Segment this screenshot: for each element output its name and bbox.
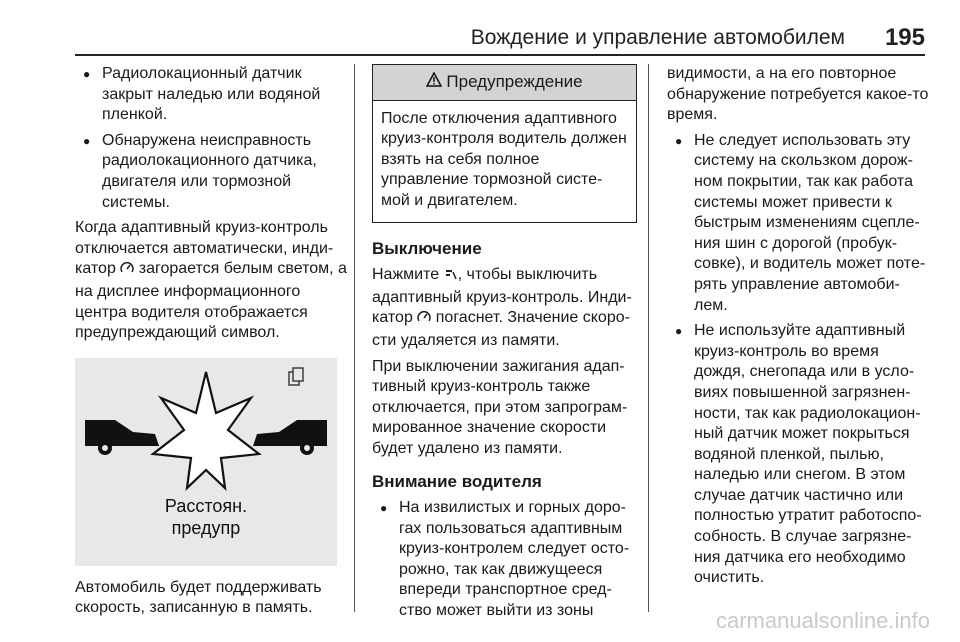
column-right (667, 64, 929, 594)
car-left-icon (85, 420, 159, 455)
paragraph-continued: видимости, а на его повторное обнаружение потребуется какое-то время. (667, 65, 929, 124)
column-divider (648, 64, 649, 612)
section-title-off: Выключение (372, 238, 482, 258)
bullet-malfunction: ● Обнаружена неисправность радиолокационного датчика, двигателя или тормозной системы. (75, 131, 347, 213)
column-middle (372, 64, 637, 627)
warning-triangle-icon (426, 72, 442, 93)
bullet-weather: ● Не используйте адаптивный круиз-контроль во время дождя, снегопада или в усло-виях повышенной загрязнен-ности, так как радиолокацион-ный датчик может покрыться водяной пленкой, пылью, наледью или снегом. В этом случае датчик частично или полностью утратит работоспо-собность. В случае загрязне-ния датчика его необходимо очистить. (667, 321, 929, 589)
section-title-driver-attention: Внимание водителя (372, 471, 542, 491)
page-number: 195 (884, 24, 925, 51)
paragraph-speed-memory: Автомобиль будет поддерживать скорость, записанную в память. (75, 578, 322, 617)
column-divider (354, 64, 355, 612)
starburst-icon (153, 372, 259, 488)
paragraph-auto-off: Когда адаптивный круиз-контроль отключается автоматически, инди-катор загорается белым светом, а на дисплее информационного центра водителя отображается предупреждающий символ. (75, 219, 347, 342)
bullet-slippery-road: ● Не следует использовать эту систему на скользком дорож-ном покрытии, так как работа системы может привести к быстрым изменениям сцепле-ния шин с дорогой (пробук-совке), и водитель может поте-рять управление автомоби-лем. (667, 131, 929, 316)
paragraph-ignition-off: При выключении зажигания адап-тивный круиз-контроль также отключается, при этом запрограм-мированное значение скорости будет удалено из памяти. (372, 357, 628, 457)
column-left (75, 64, 347, 624)
car-right-icon (253, 420, 327, 455)
document-icon (289, 368, 303, 385)
warning-title: Предупреждение (446, 72, 583, 91)
warning-display-figure (75, 358, 337, 566)
page-header (75, 18, 925, 56)
cruise-control-indicator-icon (417, 310, 431, 331)
header-title: Вождение и управление автомобилем (470, 26, 845, 49)
warning-header (373, 65, 636, 101)
bullet-radar-covered: ● Радиолокационный датчик закрыт наледью или водяной пленкой. (75, 64, 347, 126)
watermark: carmanualsonline.info (715, 608, 930, 633)
paragraph-turn-off: Нажмите , чтобы выключить адаптивный круиз-контроль. Инди-катор погаснет. Значение скоро-сти удаляется из памяти. (372, 266, 632, 349)
warning-text: После отключения адаптивного круиз-контроля водитель должен взять на себя полное управление тормозной систе-мой и двигателем. (381, 109, 627, 209)
bullet-winding-roads: ● На извилистых и горных доро-гах пользоваться адаптивным круиз-контролем следует осто-рожно, так как движущееся впереди транспортное сред-ство может выйти из зоны (372, 498, 637, 622)
cruise-off-button-icon (444, 267, 458, 288)
warning-box (372, 64, 637, 223)
figure-label-warning: предупр (171, 517, 241, 538)
cruise-control-indicator-icon (120, 261, 134, 282)
figure-label-distance: Расстоян. (164, 495, 248, 516)
